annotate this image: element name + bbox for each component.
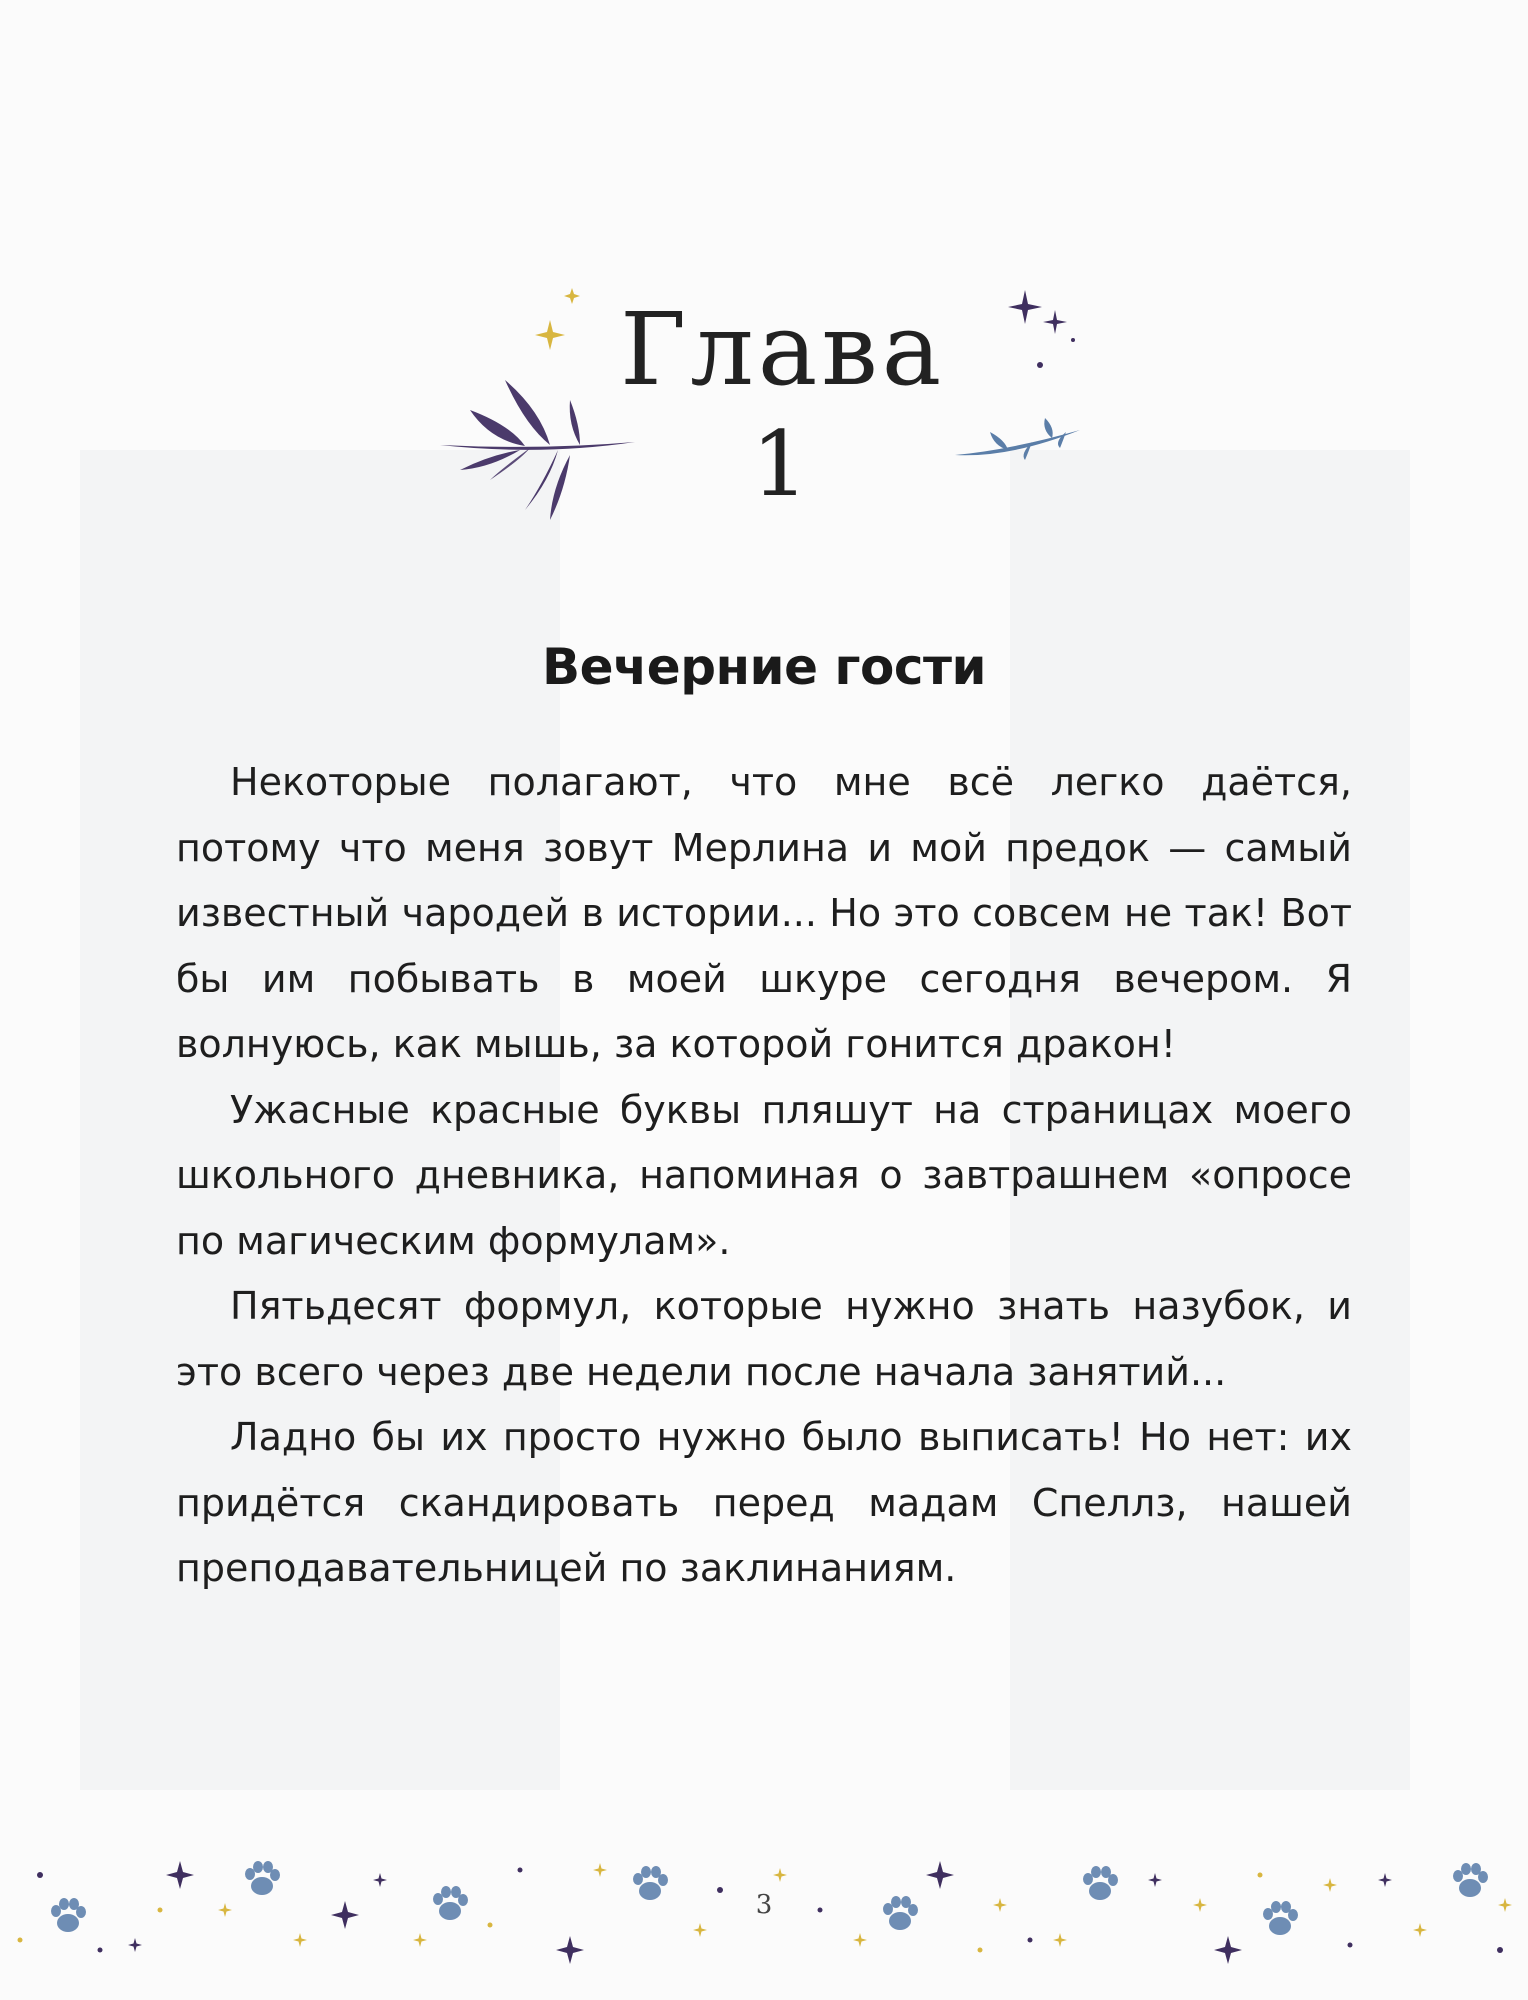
paragraph: Некоторые полагают, что мне всё легко даётся, потому что меня зовут Мерлина и мой предок — самый известный чародей в истории... Но это совсем не так! Вот бы им побывать в моей шкуре сегодня вечером. Я волнуюсь, как мышь, за которой гонится дракон! [176,760,1352,1066]
chapter-title: Вечерние гости [541,638,987,696]
chapter-word: Глава [620,291,946,408]
body-text [176,750,1352,1602]
chapter-number: 1 [751,412,809,517]
right-leaf-sprig-icon [950,410,1085,470]
paragraph: Ужасные красные буквы пляшут на страницах моего школьного дневника, напоминая о завтрашнем «опросе по магическим формулам». [176,1087,1352,1263]
paragraph: Ладно бы их просто нужно было выписать! Но нет: их придётся скандировать перед мадам Спеллз, нашей преподавательницей по заклинаниям. [176,1415,1352,1590]
page-number: 3 [755,1890,773,1920]
paragraph: Пятьдесят формул, которые нужно знать назубок, и это всего через две недели после начала занятий... [176,1284,1352,1394]
